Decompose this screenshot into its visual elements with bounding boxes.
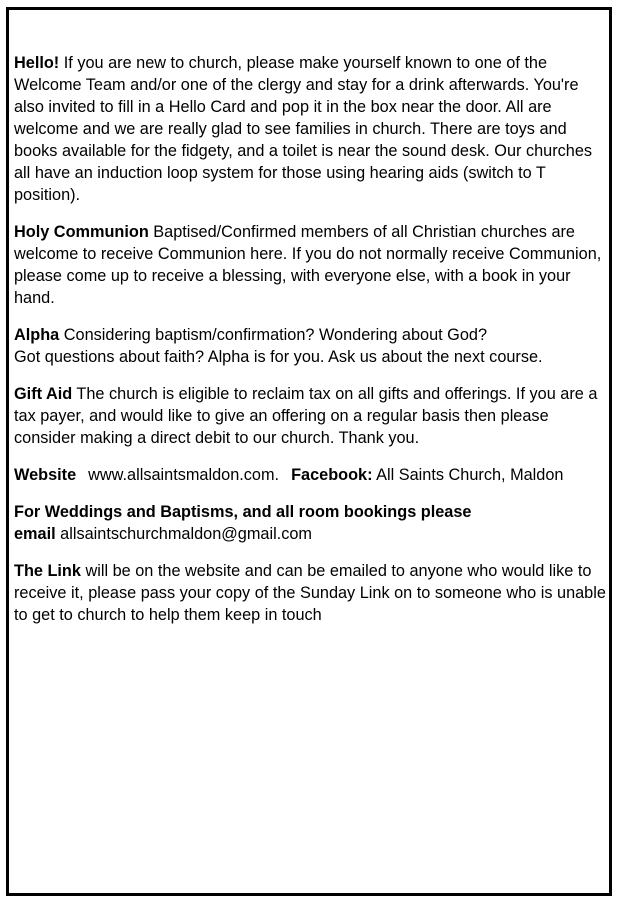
link-heading: The Link: [14, 562, 81, 580]
contact-section: [14, 464, 606, 486]
notice-frame: [6, 7, 612, 896]
facebook-value: All Saints Church, Maldon: [372, 466, 564, 484]
gift-aid-section: [14, 383, 606, 449]
website-label: Website: [14, 466, 77, 484]
bookings-heading: For Weddings and Baptisms, and all room bookings please: [14, 503, 472, 521]
gift-aid-text: The church is eligible to reclaim tax on all gifts and offerings. If you are a tax payer, and would like to give an offering on a regular basis then please consider making a direct debit to our church. Thank you.: [14, 385, 598, 447]
communion-heading: Holy Communion: [14, 223, 149, 241]
hello-text: If you are new to church, please make yourself known to one of the Welcome Team and/or one of the clergy and stay for a drink afterwards. You're also invited to fill in a Hello Card and pop it in the box near the door. All are welcome and we are really glad to see families in church. There are toys and books available for the fidgety, and a toilet is near the sound desk. Our churches all have an induction loop system for those using hearing aids (switch to T position).: [14, 54, 593, 204]
bookings-section: [14, 501, 606, 545]
alpha-line2: Got questions about faith? Alpha is for you. Ask us about the next course.: [14, 348, 543, 366]
alpha-line1: Considering baptism/confirmation? Wondering about God?: [59, 326, 488, 344]
communion-text: Baptised/Confirmed members of all Christian churches are welcome to receive Communion here. If you do not normally receive Communion, please come up to receive a blessing, with everyone else, with a book in your hand.: [14, 223, 602, 307]
email-link[interactable]: allsaintschurchmaldon@gmail.com: [55, 525, 312, 543]
hello-section: [14, 52, 606, 206]
notice-content: [14, 52, 606, 641]
hello-heading: Hello!: [14, 54, 60, 72]
facebook-label: Facebook:: [291, 466, 373, 484]
email-label: email: [14, 525, 56, 543]
website-link[interactable]: www.allsaintsmaldon.com.: [88, 466, 280, 484]
communion-section: [14, 221, 606, 309]
alpha-section: [14, 324, 606, 368]
alpha-heading: Alpha: [14, 326, 60, 344]
link-text: will be on the website and can be emailed to anyone who would like to receive it, please pass your copy of the Sunday Link on to someone who is unable to get to church to help them keep in touch: [14, 562, 606, 624]
gift-aid-heading: Gift Aid: [14, 385, 73, 403]
link-section: [14, 560, 606, 626]
